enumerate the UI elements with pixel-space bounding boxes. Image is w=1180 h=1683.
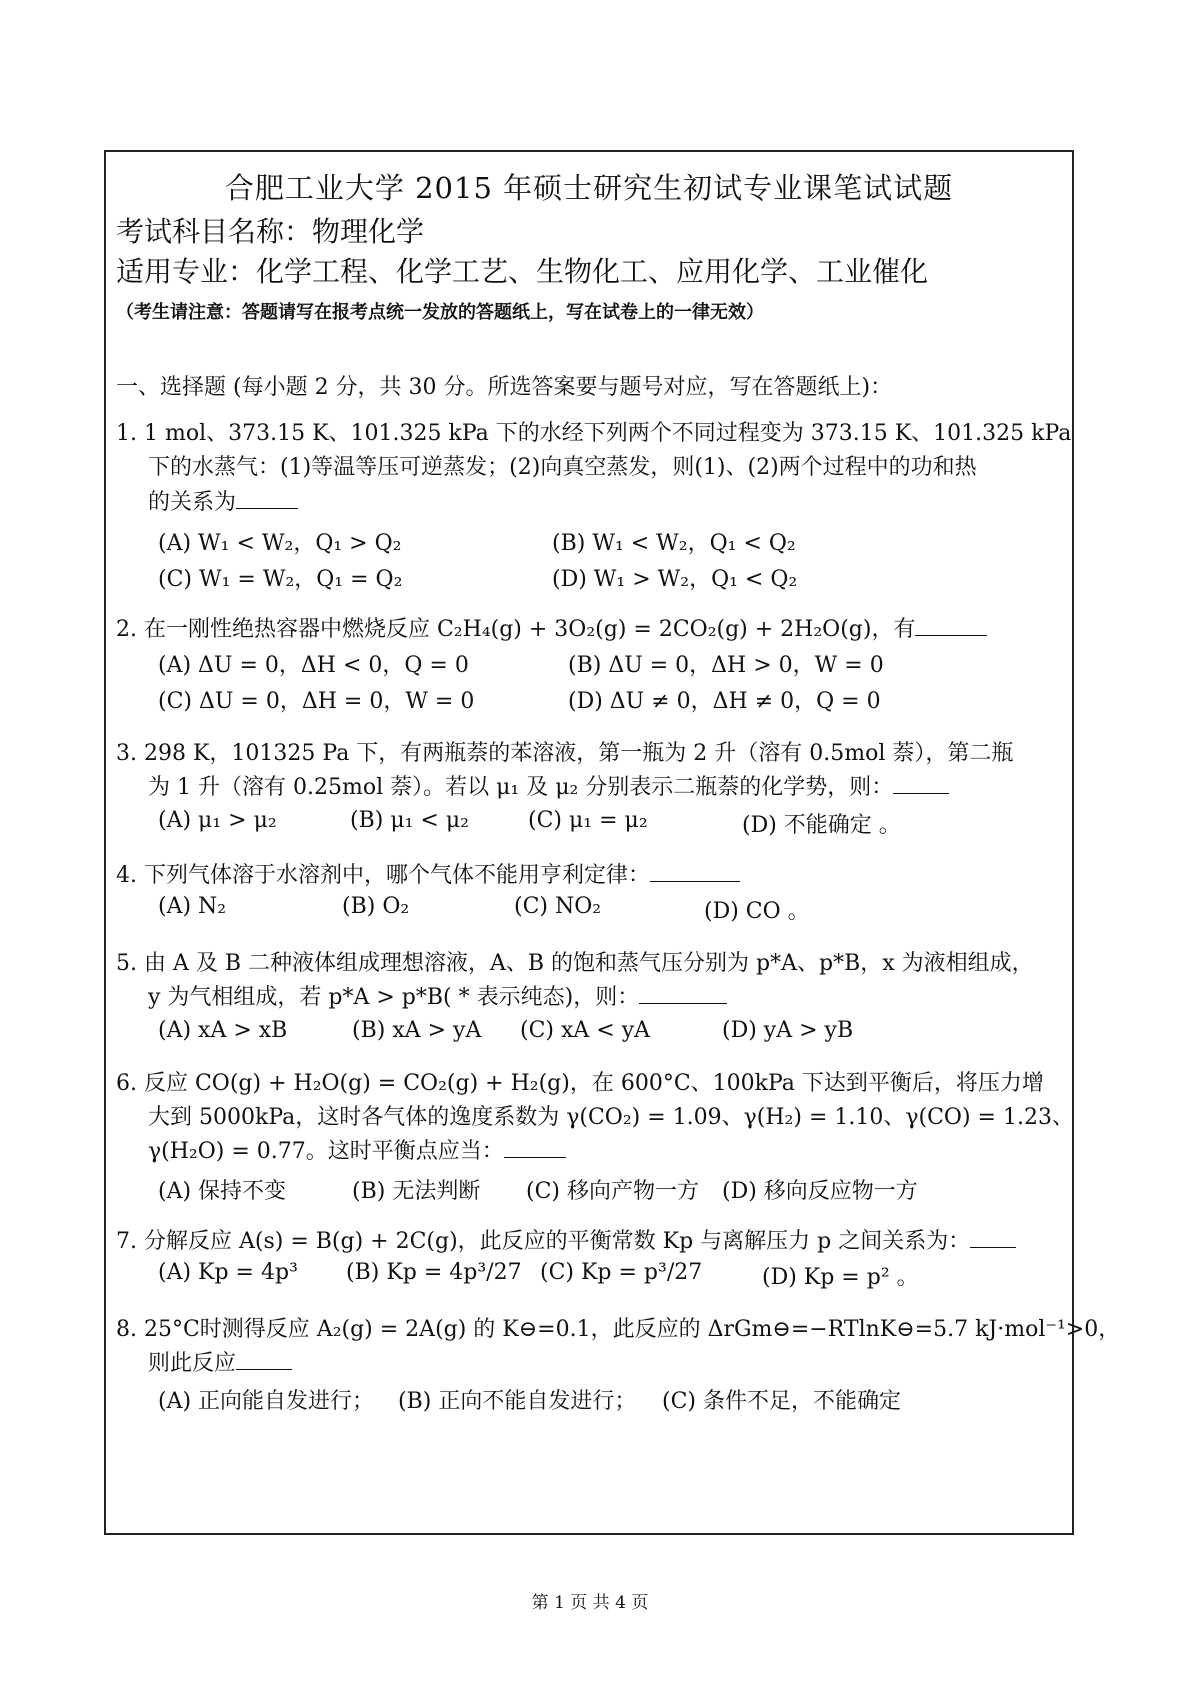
q6-line2: 大到 5000kPa，这时各气体的逸度系数为 γ(CO₂) = 1.09、γ(H₂) = 1.10、γ(CO) = 1.23、 bbox=[148, 1105, 1074, 1130]
q8-line2: 则此反应 bbox=[148, 1346, 292, 1377]
q2-option-c: (C) ΔU = 0，ΔH = 0，W = 0 bbox=[158, 689, 475, 714]
q7-line1: 7. 分解反应 A(s) = B(g) + 2C(g)，此反应的平衡常数 Kp 与离解压力 p 之间关系为： bbox=[116, 1224, 1016, 1255]
q8-line1: 8. 25°C时测得反应 A₂(g) = 2A(g) 的 K⊖=0.1，此反应的 ΔrGm⊖=−RTlnK⊖=5.7 kJ·mol⁻¹>0， bbox=[116, 1317, 1121, 1342]
q2-line1: 2. 在一刚性绝热容器中燃烧反应 C₂H₄(g) + 3O₂(g) = 2CO₂(g) + 2H₂O(g)，有 bbox=[116, 612, 987, 643]
q6-option-d: (D) 移向反应物一方 bbox=[722, 1179, 918, 1204]
q1-option-b: (B) W₁ < W₂，Q₁ < Q₂ bbox=[552, 531, 796, 556]
q5-option-d: (D) yA > yB bbox=[722, 1018, 854, 1043]
q4-line1: 4. 下列气体溶于水溶剂中，哪个气体不能用亨利定律： bbox=[116, 858, 740, 889]
exam-frame bbox=[104, 150, 1121, 1535]
q5-line1: 5. 由 A 及 B 二种液体组成理想溶液，A、B 的饱和蒸气压分别为 p*A、p*B，x 为液相组成， bbox=[116, 951, 1034, 976]
q1-line3: 的关系为 bbox=[148, 485, 298, 516]
q7-option-a: (A) Kp = 4p³ bbox=[158, 1260, 298, 1285]
q1-option-d: (D) W₁ > W₂，Q₁ < Q₂ bbox=[552, 567, 798, 592]
q1-option-c: (C) W₁ = W₂，Q₁ = Q₂ bbox=[158, 567, 403, 592]
exam-subject: 考试科目名称：物理化学 bbox=[116, 215, 425, 248]
exam-notice: （考生请注意：答题请写在报考点统一发放的答题纸上，写在试卷上的一律无效） bbox=[116, 302, 764, 323]
q7-option-d: (D) Kp = p² 。 bbox=[762, 1265, 919, 1290]
exam-majors: 适用专业：化学工程、化学工艺、生物化工、应用化学、工业催化 bbox=[116, 255, 929, 288]
q8-option-a: (A) 正向能自发进行； bbox=[158, 1389, 375, 1414]
q8-option-c: (C) 条件不足，不能确定 bbox=[662, 1389, 901, 1414]
q4-option-b: (B) O₂ bbox=[342, 894, 410, 919]
page-footer: 第 1 页 共 4 页 bbox=[531, 1593, 649, 1613]
q6-option-a: (A) 保持不变 bbox=[158, 1179, 287, 1204]
q8-option-b: (B) 正向不能自发进行； bbox=[398, 1389, 637, 1414]
q1-line1: 1. 1 mol、373.15 K、101.325 kPa 下的水经下列两个不同过程变为 373.15 K、101.325 kPa bbox=[116, 421, 1072, 446]
section-heading: 一、选择题 (每小题 2 分，共 30 分。所选答案要与题号对应，写在答题纸上)： bbox=[116, 375, 893, 400]
q2-option-b: (B) ΔU = 0，ΔH > 0，W = 0 bbox=[568, 653, 884, 678]
q3-option-d: (D) 不能确定 。 bbox=[742, 813, 901, 838]
q3-option-a: (A) μ₁ > μ₂ bbox=[158, 808, 277, 833]
q7-option-b: (B) Kp = 4p³/27 bbox=[346, 1260, 522, 1285]
q4-option-d: (D) CO 。 bbox=[704, 899, 810, 924]
q6-option-c: (C) 移向产物一方 bbox=[526, 1179, 699, 1204]
q6-option-b: (B) 无法判断 bbox=[352, 1179, 481, 1204]
q6-line3: γ(H₂O) = 0.77。这时平衡点应当： bbox=[148, 1134, 566, 1165]
exam-title: 合肥工业大学 2015 年硕士研究生初试专业课笔试试题 bbox=[224, 171, 954, 205]
q1-option-a: (A) W₁ < W₂，Q₁ > Q₂ bbox=[158, 531, 402, 556]
q3-line1: 3. 298 K，101325 Pa 下，有两瓶萘的苯溶液，第一瓶为 2 升（溶有 0.5mol 萘），第二瓶 bbox=[116, 741, 1014, 766]
q3-line2: 为 1 升（溶有 0.25mol 萘）。若以 μ₁ 及 μ₂ 分别表示二瓶萘的化学势，则： bbox=[148, 770, 949, 801]
q4-option-a: (A) N₂ bbox=[158, 894, 227, 919]
q5-line2: y 为气相组成，若 p*A > p*B( * 表示纯态)，则： bbox=[148, 980, 727, 1011]
q6-line1: 6. 反应 CO(g) + H₂O(g) = CO₂(g) + H₂(g)，在 600°C、100kPa 下达到平衡后，将压力增 bbox=[116, 1071, 1044, 1096]
q3-option-b: (B) μ₁ < μ₂ bbox=[350, 808, 469, 833]
q2-option-d: (D) ΔU ≠ 0，ΔH ≠ 0，Q = 0 bbox=[568, 689, 881, 714]
q5-option-b: (B) xA > yA bbox=[352, 1018, 482, 1043]
q1-line2: 下的水蒸气：(1)等温等压可逆蒸发；(2)向真空蒸发，则(1)、(2)两个过程中的功和热 bbox=[148, 455, 977, 480]
q3-option-c: (C) μ₁ = μ₂ bbox=[528, 808, 648, 833]
q2-option-a: (A) ΔU = 0，ΔH < 0，Q = 0 bbox=[158, 653, 469, 678]
q7-option-c: (C) Kp = p³/27 bbox=[540, 1260, 703, 1285]
q5-option-a: (A) xA > xB bbox=[158, 1018, 288, 1043]
q4-option-c: (C) NO₂ bbox=[514, 894, 602, 919]
q5-option-c: (C) xA < yA bbox=[520, 1018, 651, 1043]
